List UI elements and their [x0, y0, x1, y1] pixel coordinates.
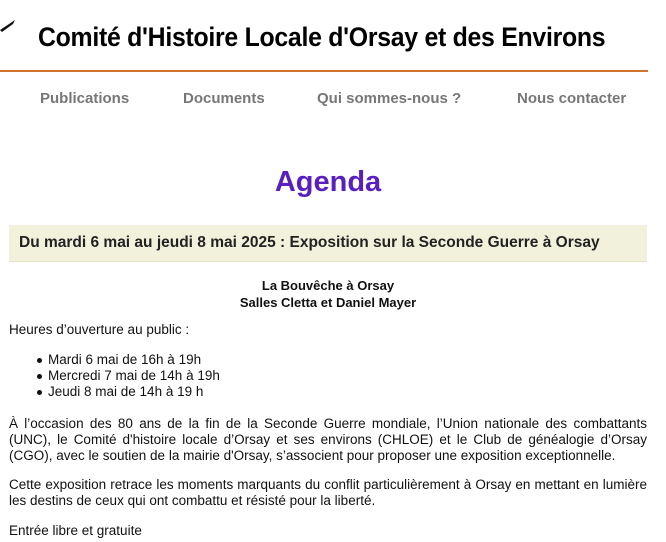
nav-qui-sommes-nous[interactable]: Qui sommes-nous ? [317, 90, 462, 107]
opening-hours-label: Heures d’ouverture au public : [9, 322, 190, 337]
event-description: À l’occasion des 80 ans de la fin de la Seconde Guerre mondiale, l’Union nationale des combattants (UNC), le Comité d'histoire locale d’Orsay et ses environs (CHLOE) et le Club de généalogie d’Orsay (CGO), avec le soutien de la mairie d'Orsay, s’associent pour proposer une exposition exceptionnelle. [9, 416, 647, 463]
main-nav [0, 90, 666, 110]
event-summary: Cette exposition retrace les moments marquants du conflit particulièrement à Orsay en mettant en lumière les destins de ceux qui ont combattu et résisté pour la liberté. [9, 477, 647, 508]
page-title: Agenda [274, 166, 382, 198]
quill-mark-icon [0, 20, 16, 32]
admission-note: Entrée libre et gratuite [9, 523, 142, 538]
list-item: Mardi 6 mai de 16h à 19h [48, 352, 220, 368]
site-title: Comité d'Histoire Locale d'Orsay et des Environs [38, 22, 606, 52]
event-title-banner: Du mardi 6 mai au jeudi 8 mai 2025 : Exposition sur la Seconde Guerre à Orsay [9, 225, 647, 262]
nav-publications[interactable]: Publications [40, 90, 130, 107]
nav-documents[interactable]: Documents [183, 90, 265, 107]
event-venue [0, 277, 656, 311]
nav-nous-contacter[interactable]: Nous contacter [517, 90, 627, 107]
list-item: Mercredi 7 mai de 14h à 19h [48, 368, 220, 383]
opening-hours-list [48, 352, 220, 400]
title-divider [0, 70, 648, 72]
list-item: Jeudi 8 mai de 14h à 19 h [48, 384, 220, 400]
venue-rooms: Salles Cletta et Daniel Mayer [239, 295, 417, 310]
venue-name: La Bouvêche à Orsay [261, 278, 395, 293]
